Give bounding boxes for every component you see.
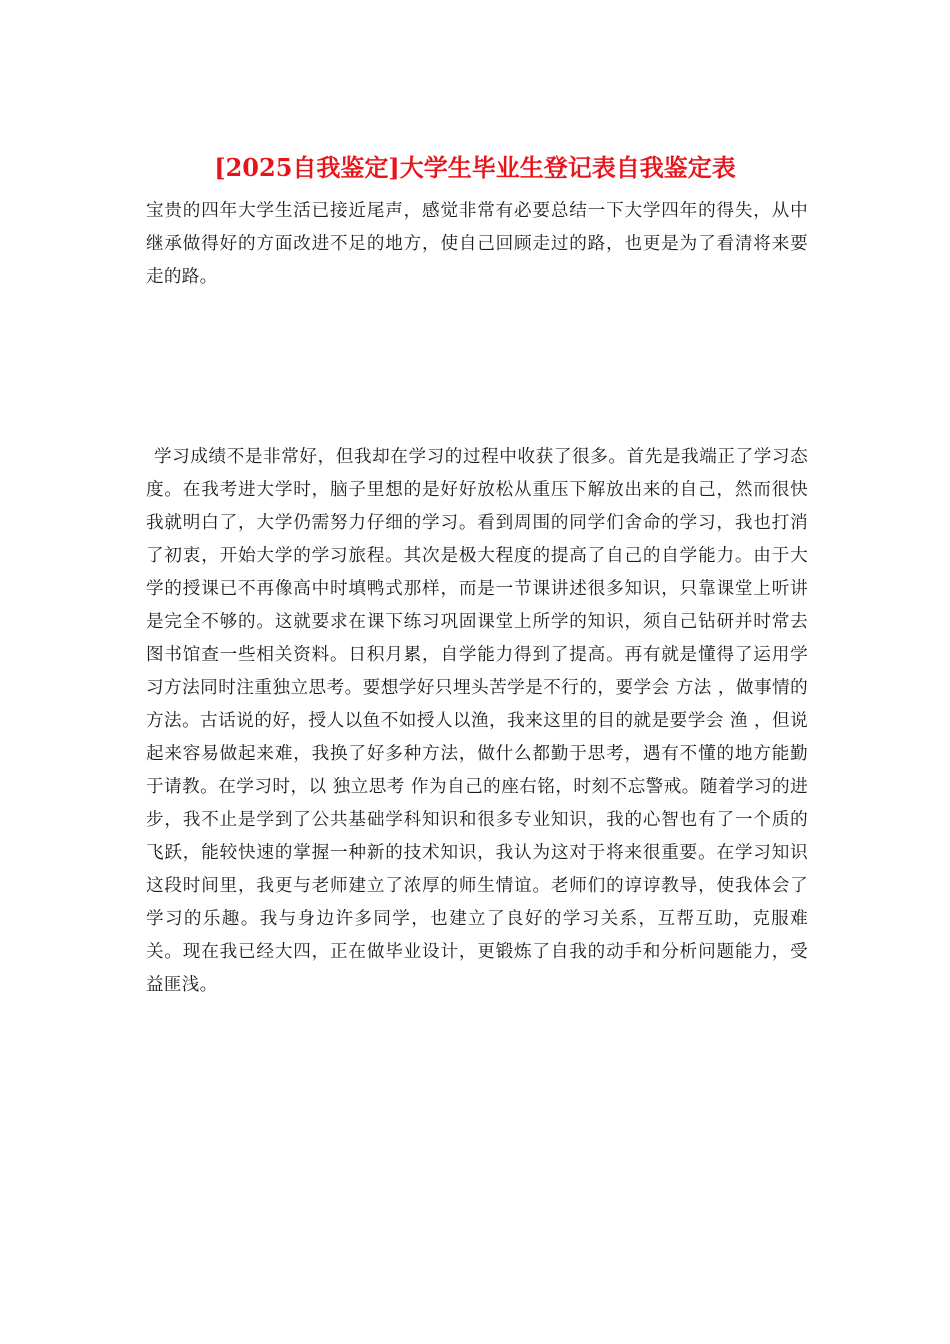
paragraph-study: 学习成绩不是非常好，但我却在学习的过程中收获了很多。首先是我端正了学习态度。在我考进大学时，脑子里想的是好好放松从重压下解放出来的自己，然而很快我就明白了，大学仍需努力仔细的学习。看到周围的同学们舍命的学习，我也打消了初衷，开始大学的学习旅程。其次是极大程度的提高了自己的自学能力。由于大学的授课已不再像高中时填鸭式那样，而是一节课讲述很多知识，只靠课堂上听讲是完全不够的。这就要求在课下练习巩固课堂上所学的知识，须自己钻研并时常去图书馆查一些相关资料。日积月累，自学能力得到了提高。再有就是懂得了运用学习方法同时注重独立思考。要想学好只埋头苦学是不行的，要学会 方法 ，做事情的方法。古话说的好，授人以鱼不如授人以渔，我来这里的目的就是要学会 渔 ，但说起来容易做起来难，我换了好多种方法，做什么都勤于思考，遇有不懂的地方能勤于请教。在学习时，以 独立思考 作为自己的座右铭，时刻不忘警戒。随着学习的进步，我不止是学到了公共基础学科知识和很多专业知识，我的心智也有了一个质的飞跃，能较快速的掌握一种新的技术知识，我认为这对于将来很重要。在学习知识这段时间里，我更与老师建立了浓厚的师生情谊。老师们的谆谆教导，使我体会了学习的乐趣。我与身边许多同学，也建立了良好的学习关系，互帮互助，克服难关。现在我已经大四，正在做毕业设计，更锻炼了自我的动手和分析问题能力，受益匪浅。 <box>146 447 808 995</box>
paragraph-intro: 宝贵的四年大学生活已接近尾声，感觉非常有必要总结一下大学四年的得失，从中继承做得好的方面改进不足的地方，使自己回顾走过的路，也更是为了看清将来要走的路。 <box>146 201 808 287</box>
document-title: [2025自我鉴定]大学生毕业生登记表自我鉴定表 <box>214 153 736 182</box>
